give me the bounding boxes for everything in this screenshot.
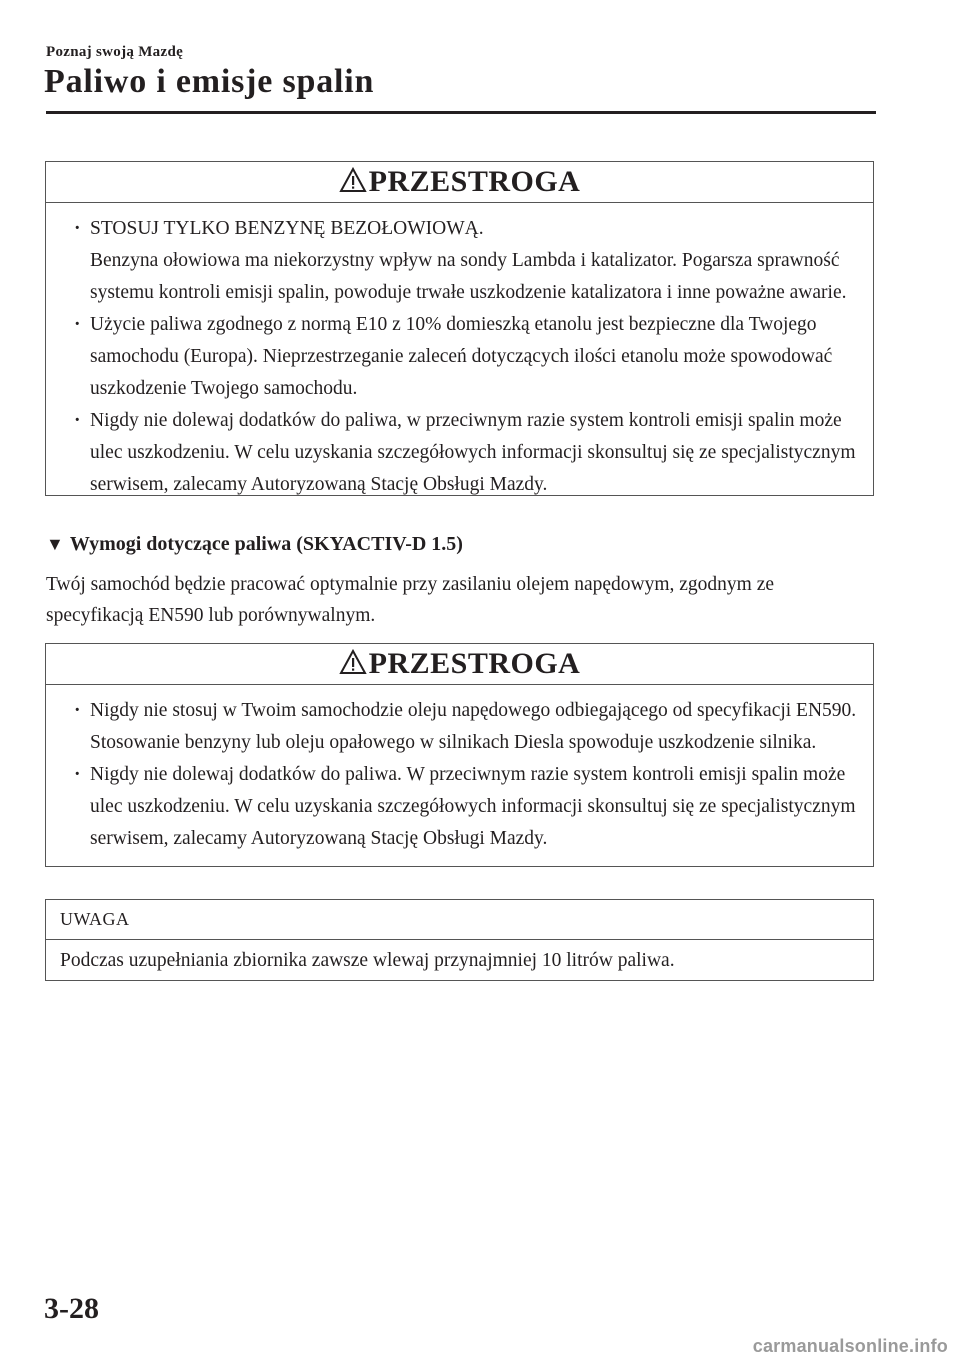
page-title: Paliwo i emisje spalin bbox=[44, 63, 375, 100]
caution-body bbox=[46, 685, 873, 863]
caution-item: · Użycie paliwa zgodnego z normą E10 z 10% domieszką etanolu jest bezpieczne dla Twojego samochodu (Europa). Nieprzestrzeganie zaleceń dotyczących ilości etanolu może spowodować uszkodzenie Twojego samochodu. bbox=[76, 309, 859, 405]
caution-title: PRZESTROGA bbox=[368, 165, 581, 198]
page-number: 3-28 bbox=[44, 1292, 99, 1325]
caution-body bbox=[46, 203, 873, 509]
caution-item: · Nigdy nie stosuj w Twoim samochodzie oleju napędowego odbiegającego od specyfikacji EN590. Stosowanie benzyny lub oleju opałowego w silnikach Diesla spowoduje uszkodzenie silnika. bbox=[76, 695, 859, 759]
note-body: Podczas uzupełniania zbiornika zawsze wlewaj przynajmniej 10 litrów paliwa. bbox=[60, 950, 675, 971]
caution-box-gasoline bbox=[45, 161, 874, 496]
caution-title: PRZESTROGA bbox=[368, 647, 581, 680]
caution-header bbox=[46, 162, 873, 203]
section-heading-text: Wymogi dotyczące paliwa (SKYACTIV-D 1.5) bbox=[69, 533, 463, 555]
watermark: carmanualsonline.info bbox=[752, 1336, 948, 1356]
warning-icon bbox=[339, 167, 367, 193]
caution-item: · Nigdy nie dolewaj dodatków do paliwa. W przeciwnym razie system kontroli emisji spalin może ulec uszkodzeniu. W celu uzyskania szczegółowych informacji skonsultuj się ze specjalistycznym serwisem, zalecamy Autoryzowaną Stację Obsługi Mazdy. bbox=[76, 759, 859, 855]
note-title: UWAGA bbox=[46, 900, 873, 940]
caution-header bbox=[46, 644, 873, 685]
caution-item: · STOSUJ TYLKO BENZYNĘ BEZOŁOWIOWĄ. Benzyna ołowiowa ma niekorzystny wpływ na sondy Lambda i katalizator. Pogarsza sprawność systemu kontroli emisji spalin, powoduje trwałe uszkodzenie katalizatora i inne poważne awarie. bbox=[76, 213, 859, 309]
caution-box-diesel bbox=[45, 643, 874, 867]
title-rule bbox=[46, 111, 876, 114]
triangle-down-icon: ▼ bbox=[46, 534, 64, 554]
caution-item: · Nigdy nie dolewaj dodatków do paliwa, w przeciwnym razie system kontroli emisji spalin może ulec uszkodzeniu. W celu uzyskania szczegółowych informacji skonsultuj się ze specjalistycznym serwisem, zalecamy Autoryzowaną Stację Obsługi Mazdy. bbox=[76, 405, 859, 501]
warning-icon bbox=[339, 649, 367, 675]
section-heading bbox=[46, 530, 463, 558]
note-box bbox=[45, 899, 874, 981]
section-body-text: Twój samochód będzie pracować optymalnie przy zasilaniu olejem napędowym, zgodnym ze specyfikacją EN590 lub porównywalnym. bbox=[46, 574, 775, 626]
breadcrumb: Poznaj swoją Mazdę bbox=[46, 44, 184, 60]
